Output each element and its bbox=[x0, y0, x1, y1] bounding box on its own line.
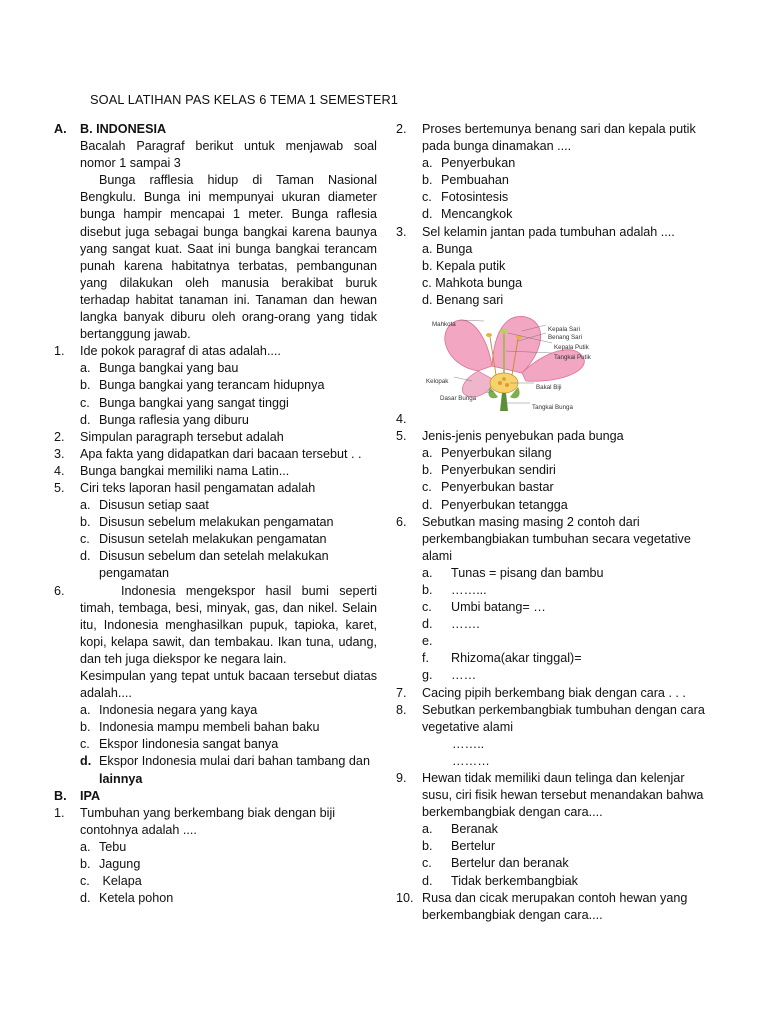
option: a. Tunas = pisang dan bambu bbox=[422, 565, 604, 580]
option: a. Beranak bbox=[422, 822, 498, 837]
question-text: Sel kelamin jantan pada tumbuhan adalah .... bbox=[422, 224, 675, 239]
section-b-header bbox=[54, 788, 377, 805]
section-heading: B. INDONESIA bbox=[80, 122, 167, 136]
option: c. Umbi batang= … bbox=[422, 600, 546, 615]
option: c. Mahkota bunga bbox=[422, 275, 523, 290]
question: 3. Sel kelamin jantan pada tumbuhan adalah .... bbox=[396, 224, 718, 241]
option: b. Disusun sebelum melakukan pengamatan bbox=[80, 515, 334, 530]
left-column bbox=[54, 121, 377, 907]
question: 2. Simpulan paragraph tersebut adalah bbox=[54, 429, 377, 446]
option: c. Bertelur dan beranak bbox=[422, 856, 569, 871]
question: 3. Apa fakta yang didapatkan dari bacaan tersebut . . bbox=[54, 446, 377, 463]
option: e. bbox=[422, 634, 433, 649]
question-text: Kesimpulan yang tepat untuk bacaan tersebut diatas adalah.... bbox=[80, 669, 377, 701]
option: d. ……. bbox=[422, 617, 480, 632]
option: b. Jagung bbox=[80, 857, 141, 872]
label-kepala-putik: Kepala Putik bbox=[554, 344, 589, 352]
option: b. Pembuahan bbox=[422, 173, 509, 188]
option: c. Ekspor Iindonesia sangat banya bbox=[80, 737, 279, 752]
option: b. Bertelur bbox=[422, 839, 496, 854]
option: d. Ekspor Indonesia mulai dari bahan tambang dan lainnya bbox=[80, 754, 370, 786]
answer-blank: …….. bbox=[452, 736, 485, 751]
question-text: Hewan tidak memiliki daun telinga dan kelenjar susu, ciri fisik hewan tersebut menandakan bahwa berkembangbiak dengan cara.... bbox=[422, 771, 704, 820]
question-text: Apa fakta yang didapatkan dari bacaan tersebut . . bbox=[80, 446, 362, 461]
label-kelopak: Kelopak bbox=[426, 378, 449, 386]
right-column bbox=[396, 121, 718, 924]
question: 5. Ciri teks laporan hasil pengamatan adalah bbox=[54, 480, 377, 497]
question: 10. Rusa dan cicak merupakan contoh hewan yang berkembangbiak dengan cara.... bbox=[396, 890, 718, 924]
option: b. ……... bbox=[422, 582, 487, 597]
option: c. Disusun setelah melakukan pengamatan bbox=[80, 532, 327, 547]
question-text: Simpulan paragraph tersebut adalah bbox=[80, 429, 284, 444]
option: a. Disusun setiap saat bbox=[80, 498, 209, 513]
option: a. Penyerbukan silang bbox=[422, 446, 552, 461]
option: a. Tebu bbox=[80, 839, 127, 854]
label-benang-sari: Benang Sari bbox=[548, 334, 583, 342]
option: a. Penyerbukan bbox=[422, 156, 516, 171]
option: c. Fotosintesis bbox=[422, 190, 509, 205]
option: b. Indonesia mampu membeli bahan baku bbox=[80, 720, 320, 735]
answer-blank: ……… bbox=[452, 753, 490, 768]
label-tangkai-putik: Tangkai Putik bbox=[554, 354, 591, 362]
option: c. Penyerbukan bastar bbox=[422, 480, 554, 495]
option: d. Tidak berkembangbiak bbox=[422, 873, 578, 888]
label-tangkai-bunga: Tangkai Bunga bbox=[532, 404, 573, 412]
question: 6. Indonesia mengekspor hasil bumi seperti timah, tembaga, besi, minyak, gas, dan nikel. Selain itu, Indonesia menghasilkan pupuk, tapioka, karet, kopi, kelapa sawit, dan tembakau. Ikan tuna, udang, dan teh juga diekspor ke negara lain. bbox=[54, 583, 377, 668]
question-text: Rusa dan cicak merupakan contoh hewan yang berkembangbiak dengan cara.... bbox=[422, 890, 688, 922]
question-text: Ide pokok paragraf di atas adalah.... bbox=[80, 344, 281, 359]
question-text: Bunga bangkai memiliki nama Latin... bbox=[80, 463, 290, 478]
section-a-header bbox=[54, 121, 377, 138]
option: b. Kepala putik bbox=[422, 258, 506, 273]
question-text: Tumbuhan yang berkembang biak dengan biji contohnya adalah .... bbox=[80, 805, 336, 837]
question-text: Jenis-jenis penyebukan pada bunga bbox=[422, 429, 624, 444]
option: d. Benang sari bbox=[422, 292, 504, 307]
option: d. Penyerbukan tetangga bbox=[422, 497, 568, 512]
section-marker: B. bbox=[54, 788, 67, 803]
option: c. Kelapa bbox=[80, 874, 142, 889]
question: 1. Tumbuhan yang berkembang biak dengan biji contohnya adalah .... bbox=[54, 805, 377, 839]
question: 4. bbox=[396, 412, 407, 427]
question-text: Sebutkan perkembangbiak tumbuhan dengan cara vegetative alami bbox=[422, 702, 705, 734]
option: d. Disusun sebelum dan setelah melakukan pengamatan bbox=[80, 549, 329, 581]
question: 9. Hewan tidak memiliki daun telinga dan kelenjar susu, ciri fisik hewan tersebut menandakan bahwa berkembangbiak dengan cara.... bbox=[396, 770, 718, 821]
question: 8. Sebutkan perkembangbiak tumbuhan dengan cara vegetative alami bbox=[396, 702, 718, 736]
question-passage: Indonesia mengekspor hasil bumi seperti timah, tembaga, besi, minyak, gas, dan nikel. Selain itu, Indonesia menghasilkan pupuk, tapioka, karet, kopi, kelapa sawit, dan tembakau. Ikan tuna, udang, dan teh juga diekspor ke negara lain. bbox=[80, 583, 377, 666]
option: g. …… bbox=[422, 668, 477, 683]
reading-passage: Bunga rafflesia hidup di Taman Nasional Bengkulu. Bunga ini mempunyai ukuran diameter bunga hampir mencapai 1 meter. Bunga raflesia disebut juga sebagai bunga bangkai karena baunya yang sangat kuat. Saat ini bunga bangkai terancam punah karena habitatnya terbatas, pembangunan yang dilakukan oleh manusia berakibat buruk terhadap habitat tanaman ini. Tanaman dan hewan langka banyak diburu oleh orang-orang yang tidak bertanggung jawab. bbox=[80, 173, 377, 342]
question: 4. Bunga bangkai memiliki nama Latin... bbox=[54, 463, 377, 480]
question: 7. Cacing pipih berkembang biak dengan cara . . . bbox=[396, 685, 718, 702]
option: d. Bunga raflesia yang diburu bbox=[80, 412, 249, 427]
page-title: SOAL LATIHAN PAS KELAS 6 TEMA 1 SEMESTER1 bbox=[90, 92, 399, 107]
question-text: Ciri teks laporan hasil pengamatan adalah bbox=[80, 480, 316, 495]
option: b. Bunga bangkai yang terancam hidupnya bbox=[80, 378, 325, 393]
option: d. Mencangkok bbox=[422, 207, 513, 222]
section-marker: A. bbox=[54, 122, 67, 136]
question-text: Proses bertemunya benang sari dan kepala putik pada bunga dinamakan .... bbox=[422, 122, 696, 154]
option: f. Rhizoma(akar tinggal)= bbox=[422, 651, 582, 666]
option: a. Bunga bangkai yang bau bbox=[80, 361, 239, 376]
question: 1. Ide pokok paragraf di atas adalah.... bbox=[54, 343, 377, 360]
option: a. Indonesia negara yang kaya bbox=[80, 703, 258, 718]
question: 5. Jenis-jenis penyebukan pada bunga bbox=[396, 428, 718, 445]
flower-diagram bbox=[426, 311, 656, 411]
label-bakal-biji: Bakal Biji bbox=[536, 384, 562, 392]
label-kepala-sari: Kepala Sari bbox=[548, 326, 580, 334]
label-dasar-bunga: Dasar Bunga bbox=[440, 395, 477, 403]
option: d. Ketela pohon bbox=[80, 891, 174, 906]
option: a. Bunga bbox=[422, 241, 473, 256]
question: 6. Sebutkan masing masing 2 contoh dari perkembangbiakan tumbuhan secara vegetative alami bbox=[396, 514, 718, 565]
question-text: Cacing pipih berkembang biak dengan cara . . . bbox=[422, 685, 686, 700]
question: 2. Proses bertemunya benang sari dan kepala putik pada bunga dinamakan .... bbox=[396, 121, 718, 155]
section-heading: IPA bbox=[80, 788, 101, 803]
option: c. Bunga bangkai yang sangat tinggi bbox=[80, 395, 289, 410]
option: b. Penyerbukan sendiri bbox=[422, 463, 556, 478]
label-mahkota: Mahkota bbox=[432, 321, 456, 329]
instruction: Bacalah Paragraf berikut untuk menjawab soal nomor 1 sampai 3 bbox=[80, 139, 377, 171]
question-text: Sebutkan masing masing 2 contoh dari perkembangbiakan tumbuhan secara vegetative alami bbox=[422, 514, 691, 563]
